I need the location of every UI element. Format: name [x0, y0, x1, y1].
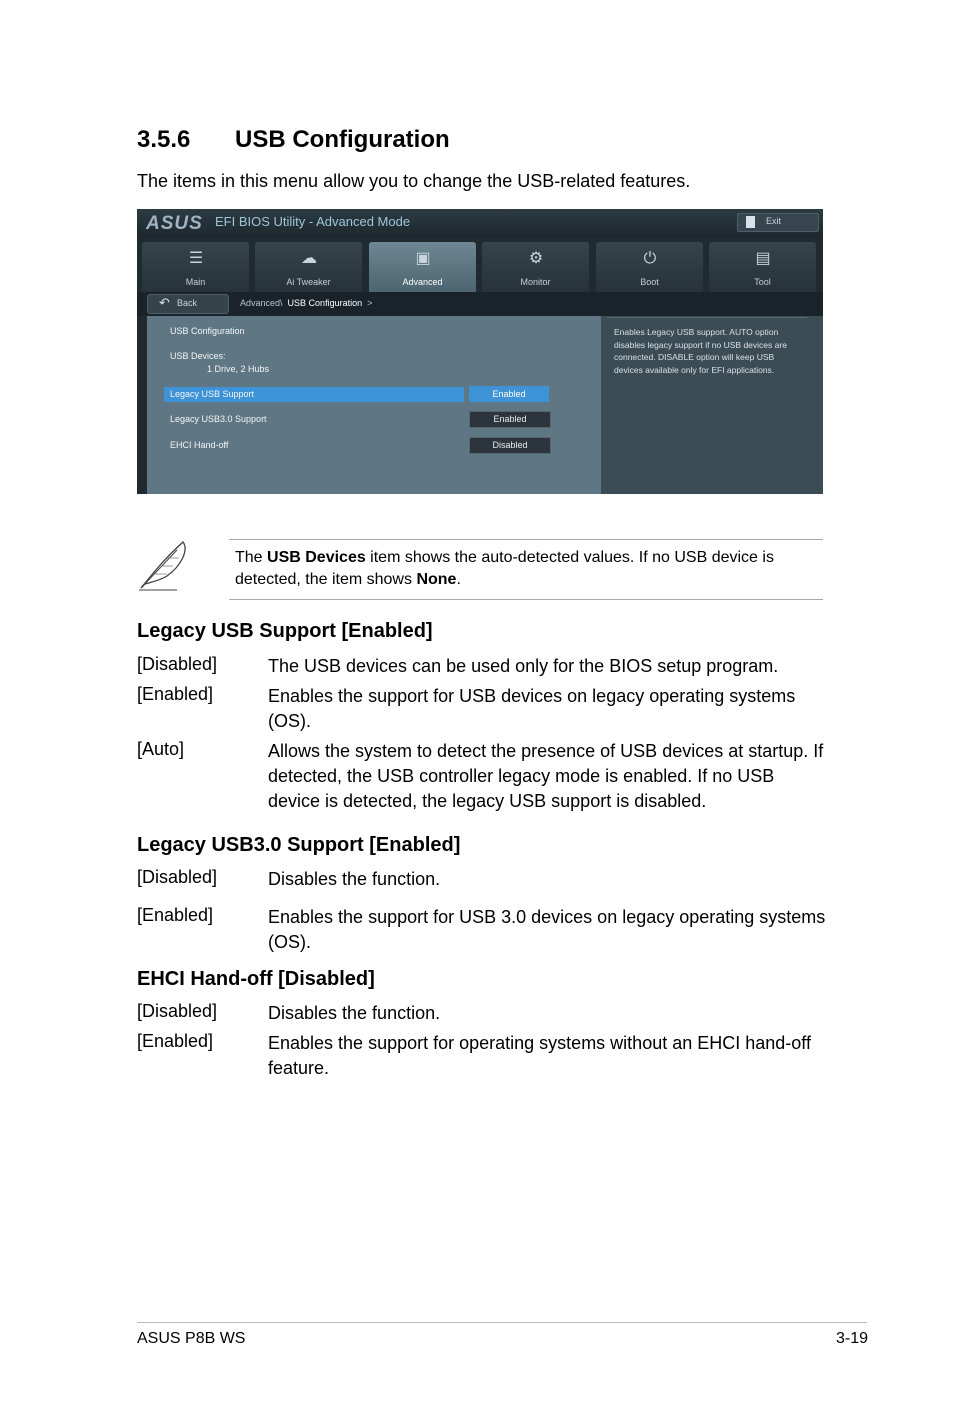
option-desc: The USB devices can be used only for the BIOS setup program.	[268, 656, 779, 676]
advanced-icon: ▣	[415, 250, 431, 267]
note-text-pre: The	[235, 549, 268, 566]
usb-devices-value: 1 Drive, 2 Hubs	[207, 364, 270, 374]
breadcrumb-arrow: >	[367, 298, 373, 308]
option-term: [Auto]	[137, 739, 185, 759]
tweaker-icon: ☁	[301, 250, 317, 267]
legacy-usb3-support-value[interactable]: Enabled	[469, 411, 551, 428]
back-arrow-icon: ↶	[159, 295, 170, 310]
bios-tabs	[142, 242, 818, 292]
option-desc: Enables the support for operating systems without an EHCI hand-off feature.	[268, 1033, 811, 1078]
bios-screenshot	[137, 209, 823, 494]
monitor-icon: ⚙	[528, 250, 544, 267]
option-desc: Enables the support for USB devices on legacy operating systems (OS).	[268, 686, 796, 731]
note-top-rule	[229, 539, 823, 540]
note-text-post: .	[456, 571, 461, 588]
footer-page-number: 3-19	[835, 1330, 868, 1347]
help-text: Enables Legacy USB support. AUTO option disables legacy support if no USB devices are connected. DISABLE option will keep USB devices available only for EFI applications.	[614, 327, 787, 375]
bios-nav-bar	[137, 292, 823, 316]
option-term: [Disabled]	[137, 654, 218, 674]
power-icon: ⏻	[643, 250, 657, 267]
tab-label: Tool	[754, 277, 771, 287]
option-term: [Enabled]	[137, 905, 214, 925]
exit-door-icon	[746, 216, 755, 228]
list-icon: ☰	[188, 250, 204, 267]
legacy-usb3-heading: Legacy USB3.0 Support [Enabled]	[137, 834, 461, 856]
tab-label: Ai Tweaker	[286, 277, 331, 287]
breadcrumb-current: USB Configuration	[287, 298, 363, 308]
back-button[interactable]	[147, 294, 229, 314]
breadcrumb	[240, 298, 372, 308]
option-term: [Enabled]	[137, 684, 214, 704]
option-desc: Allows the system to detect the presence of USB devices at startup. If detected, the USB controller legacy mode is enabled. If no USB device is detected, the legacy USB support is disabled.	[268, 741, 824, 811]
help-divider	[607, 317, 807, 318]
ehci-handoff-label[interactable]: EHCI Hand-off	[170, 440, 229, 450]
back-label: Back	[177, 298, 198, 308]
ehci-handoff-value[interactable]: Disabled	[469, 437, 551, 454]
usb-devices-label: USB Devices:	[170, 351, 226, 361]
note-bottom-rule	[229, 599, 823, 600]
footer-product: ASUS P8B WS	[137, 1330, 246, 1347]
footer-rule	[137, 1322, 867, 1323]
section-intro: The items in this menu allow you to change the USB-related features.	[137, 171, 691, 191]
tab-tool[interactable]	[709, 242, 816, 292]
option-desc: Enables the support for USB 3.0 devices on legacy operating systems (OS).	[268, 907, 826, 952]
tool-icon: ▤	[755, 250, 771, 267]
tab-label: Boot	[640, 277, 659, 287]
note-bold-none: None	[416, 571, 457, 588]
legacy-usb3-support-label[interactable]: Legacy USB3.0 Support	[170, 414, 267, 424]
tab-label: Monitor	[520, 277, 551, 287]
legacy-usb-support-label: Legacy USB Support	[170, 389, 255, 399]
section-title-text: USB Configuration	[235, 126, 450, 153]
exit-button[interactable]	[737, 213, 819, 232]
tab-main[interactable]	[142, 242, 249, 292]
panel-heading: USB Configuration	[170, 326, 245, 336]
note-bold-usb-devices: USB Devices	[267, 549, 366, 566]
tab-label: Main	[185, 277, 206, 287]
ehci-heading: EHCI Hand-off [Disabled]	[137, 968, 375, 990]
tab-ai-tweaker[interactable]	[255, 242, 362, 292]
note-text	[235, 547, 815, 591]
bios-title: EFI BIOS Utility - Advanced Mode	[215, 214, 411, 229]
legacy-usb-support-value[interactable]: Enabled	[469, 386, 549, 402]
feather-pen-icon	[137, 536, 193, 592]
option-term: [Disabled]	[137, 1001, 218, 1021]
breadcrumb-parent[interactable]: Advanced\	[240, 298, 283, 308]
option-term: [Enabled]	[137, 1031, 214, 1051]
tab-monitor[interactable]	[482, 242, 589, 292]
legacy-usb-heading: Legacy USB Support [Enabled]	[137, 620, 433, 642]
section-number: 3.5.6	[137, 126, 191, 153]
tab-boot[interactable]	[596, 242, 703, 292]
section-title	[137, 126, 450, 154]
asus-logo: ASUS	[146, 213, 203, 234]
exit-label: Exit	[766, 216, 782, 226]
settings-panel	[147, 316, 601, 494]
option-desc: Disables the function.	[268, 1003, 441, 1023]
tab-advanced[interactable]	[369, 242, 476, 292]
note-text-mid: item shows the auto-detected values. If no USB device is detected, the item shows	[235, 549, 774, 588]
tab-label: Advanced	[402, 277, 443, 287]
option-term: [Disabled]	[137, 867, 218, 887]
option-desc: Disables the function.	[268, 869, 441, 889]
